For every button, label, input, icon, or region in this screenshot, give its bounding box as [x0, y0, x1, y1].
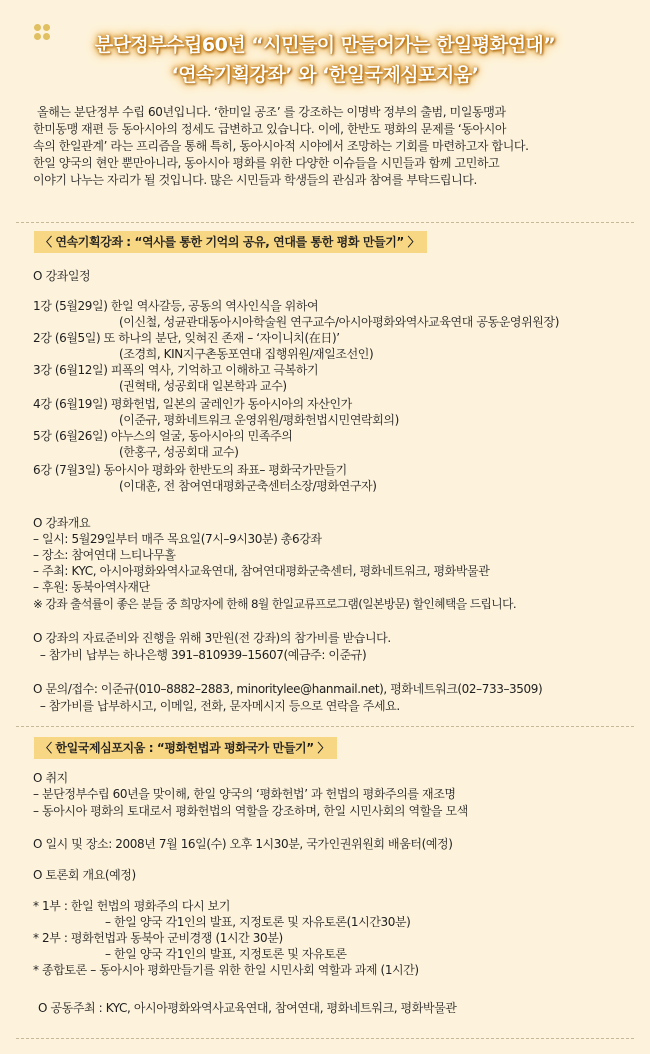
session-speaker: (이대훈, 전 참여연대평화군축센터소장/평화연구자)	[119, 479, 377, 493]
session-speaker: (권혁태, 성공회대 일본학과 교수)	[119, 379, 287, 393]
co-hosts: O 공동주최 : KYC, 아시아평화와역사교육연대, 참여연대, 평화네트워크, 평화박물관	[38, 1001, 457, 1015]
symposium-heading: 〈 한일국제심포지움 : “평화헌법과 평화국가 만들기” 〉	[34, 737, 337, 759]
intro-line: 이야기 나누는 자리가 될 것입니다. 많은 시민들과 학생들의 관심과 참여를 부탁드립니다.	[33, 173, 477, 187]
intro-paragraph	[33, 104, 633, 189]
outline-detail: – 한일 양국 각1인의 발표, 지정토론 및 자유토론	[105, 947, 347, 961]
session-title: 2강 (6월5일) 또 하나의 분단, 잊혀진 존재 – ‘자이니치(在日)’	[33, 331, 340, 345]
contact-info: O 문의/접수: 이준규(010–8882–2883, minoritylee@hanmail.net), 평화네트워크(02–733–3509)	[33, 682, 543, 696]
intro-line: 올해는 분단정부 수립 60년입니다. ‘한미일 공조’ 를 강조하는 이명박 정부의 출범, 미일동맹과	[37, 105, 506, 119]
lecture-heading: 〈 연속기획강좌 : “역사를 통한 기억의 공유, 연대를 통한 평화 만들기” 〉	[34, 231, 427, 253]
session-speaker: (조경희, KIN지구촌동포연대 집행위원/재일조선인)	[119, 347, 374, 361]
page-subtitle: ‘연속기획강좌’ 와 ‘한일국제심포지움’	[171, 64, 479, 86]
overview-item: – 후원: 동북아역사재단	[33, 580, 150, 594]
symposium-datetime: O 일시 및 장소: 2008년 7월 16일(수) 오후 1시30분, 국가인권위원회 배움터(예정)	[33, 837, 453, 851]
session-title: 4강 (6월19일) 평화헌법, 일본의 굴레인가 동아시아의 자산인가	[33, 397, 352, 411]
contact-note: – 참가비를 납부하시고, 이메일, 전화, 문자메시지 등으로 연락을 주세요.	[33, 699, 400, 713]
session-title: 3강 (6월12일) 피폭의 역사, 기억하고 이해하고 극복하기	[33, 363, 319, 377]
outline-item: * 1부 : 한일 헌법의 평화주의 다시 보기	[33, 899, 231, 913]
purpose-title: O 취지	[33, 771, 68, 785]
session-title: 6강 (7월3일) 동아시아 평화와 한반도의 좌표– 평화국가만들기	[33, 463, 347, 477]
fee-info: O 강좌의 자료준비와 진행을 위해 3만원(전 강좌)의 참가비를 받습니다.	[33, 631, 391, 645]
session-title: 1강 (5월29일) 한일 역사갈등, 공동의 역사인식을 위하여	[33, 299, 319, 313]
outline-title: O 토론회 개요(예정)	[33, 868, 136, 882]
divider	[16, 726, 634, 727]
purpose-item: – 분단정부수립 60년을 맞이해, 한일 양국의 ‘평화헌법’ 과 헌법의 평화주의를 재조명	[33, 787, 456, 801]
bank-account: – 참가비 납부는 하나은행 391–810939–15607(예금주: 이준규)	[33, 648, 367, 662]
page-title: 분단정부수립60년 “시민들이 만들어가는 한일평화연대”	[94, 34, 556, 56]
session-speaker: (한홍구, 성공회대 교수)	[119, 445, 239, 459]
intro-line: 한일 양국의 현안 뿐만아니라, 동아시아 평화를 위한 다양한 이슈들을 시민들과 함께 고민하고	[33, 156, 500, 170]
divider	[16, 222, 634, 223]
divider	[16, 1038, 634, 1039]
intro-line: 한미동맹 재편 등 동아시아의 정세도 급변하고 있습니다. 이에, 한반도 평화의 문제를 ‘동아시아	[33, 122, 507, 136]
session-speaker: (이준규, 평화네트워크 운영위원/평화헌법시민연락회의)	[119, 413, 399, 427]
overview-item: – 일시: 5월29일부터 매주 목요일(7시–9시30분) 총6강좌	[33, 532, 322, 546]
schedule-title: O 강좌일정	[33, 269, 91, 283]
outline-detail: – 한일 양국 각1인의 발표, 지정토론 및 자유토론(1시간30분)	[105, 915, 411, 929]
overview-item: – 장소: 참여연대 느티나무홀	[33, 548, 176, 562]
session-title: 5강 (6월26일) 야누스의 얼굴, 동아시아의 민족주의	[33, 429, 293, 443]
outline-item: * 2부 : 평화헌법과 동북아 군비경쟁 (1시간 30분)	[33, 931, 283, 945]
discount-note: ※ 강좌 출석률이 좋은 분들 중 희망자에 한해 8월 한일교류프로그램(일본방문) 할인혜택을 드립니다.	[33, 597, 517, 611]
header	[0, 0, 650, 92]
overview-title: O 강좌개요	[33, 516, 91, 530]
purpose-item: – 동아시아 평화의 토대로서 평화헌법의 역할을 강조하며, 한일 시민사회의 역할을 모색	[33, 804, 468, 818]
overview-item: – 주최: KYC, 아시아평화와역사교육연대, 참여연대평화군축센터, 평화네트워크, 평화박물관	[33, 564, 490, 578]
session-speaker: (이신철, 성균관대동아시아학술원 연구교수/아시아평화와역사교육연대 공동운영위원장)	[119, 315, 559, 329]
intro-line: 속의 한일관계’ 라는 프리즘을 통해 특히, 동아시아적 시야에서 조망하는 기회를 마련하고자 합니다.	[33, 139, 529, 153]
outline-item: * 종합토론 – 동아시아 평화만들기를 위한 한일 시민사회 역할과 과제 (1시간)	[33, 963, 419, 977]
